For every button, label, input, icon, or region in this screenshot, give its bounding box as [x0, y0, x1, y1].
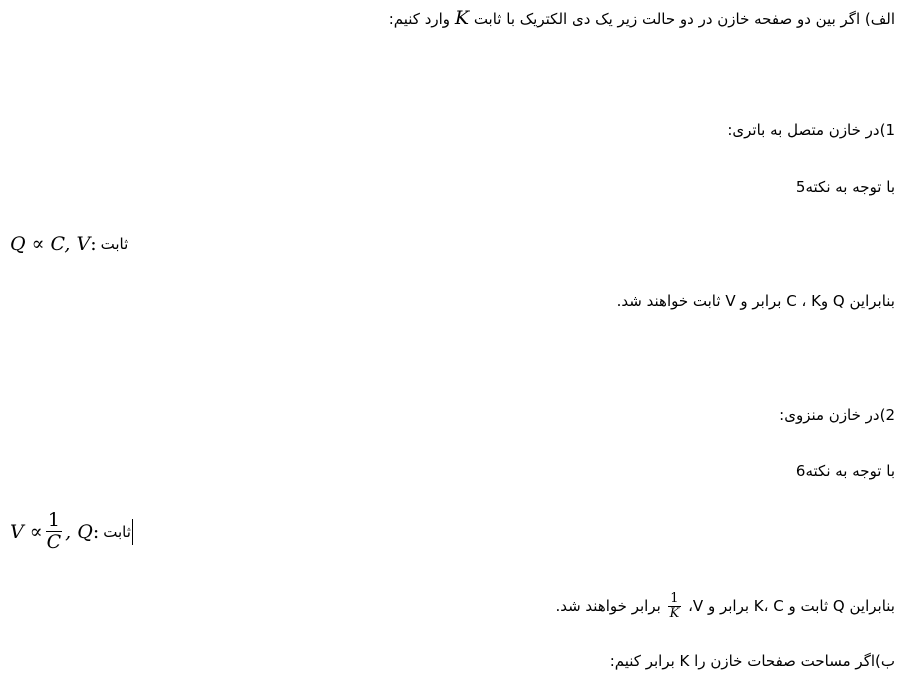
case1-formula-label: ثابت	[100, 235, 129, 253]
text-cursor	[132, 519, 133, 545]
case1-note: با توجه به نکته5	[795, 178, 895, 196]
case2-conclusion-end: برابر خواهند شد.	[555, 596, 661, 615]
case2-formula-label: ثابت	[103, 522, 131, 541]
case2-conclusion-numerator: 1	[670, 591, 679, 606]
case2-formula-tail: , Q	[65, 520, 93, 543]
case1-conclusion: بنابراین Q وC ، K برابر و V ثابت خواهند شد.	[616, 292, 895, 310]
case2-conclusion-start: بنابراین Q ثابت و K، C برابر و V،	[688, 596, 895, 615]
case2-formula	[10, 511, 133, 553]
case1-formula	[10, 233, 128, 255]
part-a-intro-start: الف) اگر بین دو صفحه خازن در دو حالت زیر یک دی الکتریک با ثابت	[473, 10, 895, 28]
case2-conclusion-denominator: K	[669, 605, 680, 621]
part-a-intro	[10, 8, 895, 29]
part-a-intro-end: وارد کنیم:	[388, 10, 451, 28]
part-b-text: ب)اگر مساحت صفحات خازن را K برابر کنیم:	[609, 652, 895, 670]
case1-formula-expression: Q ∝ C, V	[10, 233, 91, 255]
case2-formula-numerator: 1	[47, 509, 60, 531]
case2-formula-v: V ∝	[10, 520, 43, 543]
case1-formula-colon: :	[90, 233, 97, 255]
case2-formula-denominator: C	[46, 530, 62, 553]
case1-heading: 1)در خازن متصل به باتری:	[727, 121, 895, 139]
case2-note: با توجه به نکته6	[795, 462, 895, 480]
case2-formula-fraction	[45, 511, 64, 553]
case2-conclusion	[10, 592, 895, 621]
case2-conclusion-fraction	[668, 592, 682, 621]
case2-formula-colon: :	[92, 520, 100, 543]
part-a-intro-variable: K	[454, 7, 470, 29]
case2-heading: 2)در خازن منزوی:	[779, 406, 895, 424]
